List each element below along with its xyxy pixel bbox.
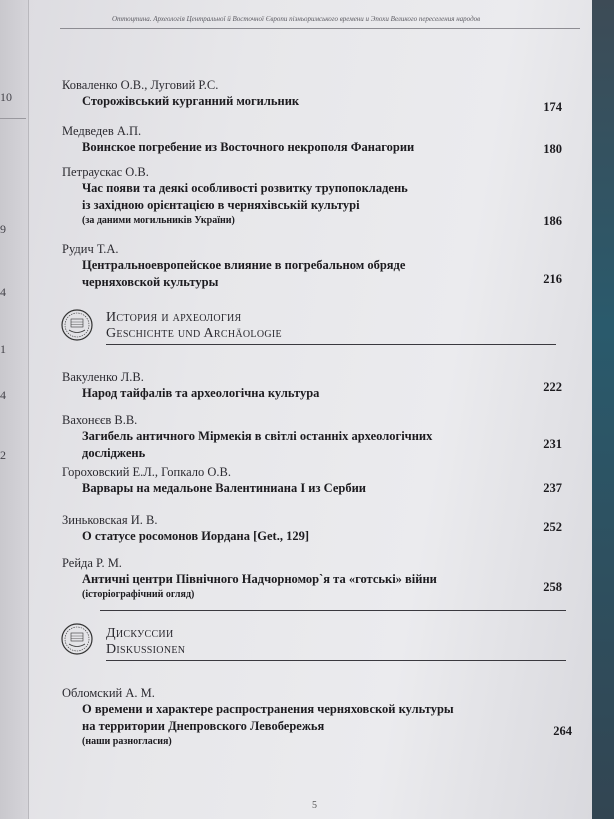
entry-title: Час появи та деякі особливості розвитку трупопокладень [82, 181, 408, 195]
entry-title-line: досліджень [82, 446, 146, 460]
entry-page: 258 [543, 580, 562, 594]
toc-entry [62, 78, 572, 114]
entry-author: Вакуленко Л.В. [62, 370, 144, 384]
section-heading-discussion [60, 622, 560, 666]
entry-subtitle: (історіографічний огляд) [82, 589, 195, 600]
entry-page: 252 [543, 520, 562, 534]
section-rule [106, 344, 556, 345]
entry-title: Варвары на медальоне Валентиниана I из Сербии [82, 481, 366, 495]
entry-page: 186 [543, 214, 562, 228]
footer-mark: 5 [312, 800, 317, 811]
section-title-de: Diskussionen [106, 642, 186, 657]
entry-author: Вахонєєв В.В. [62, 413, 138, 427]
toc-entry [62, 165, 572, 228]
entry-title: Античні центри Північного Надчорномор`я та «готські» війни [82, 572, 437, 586]
entry-title-line: на территории Днепровского Левобережья [82, 719, 325, 733]
toc-entry [62, 556, 572, 602]
entry-author: Обломский А. М. [62, 686, 155, 700]
section-title-ru: История и археология [106, 310, 242, 325]
entry-page: 174 [543, 100, 562, 114]
running-header: Оттоцтина. Археологія Центральної й Восточної Європи пізньоримського времени и Эпохи Великого переселения народов [112, 15, 481, 23]
entry-title: Сторожівський курганний могильник [82, 94, 300, 108]
background-edge [592, 0, 614, 819]
entry-page: 264 [553, 724, 572, 738]
entry-page: 216 [543, 272, 562, 286]
entry-author: Гороховский Е.Л., Гопкало О.В. [62, 465, 231, 479]
toc-entry [62, 124, 572, 156]
margin-page-number: 9 [0, 222, 6, 236]
section-divider [100, 610, 566, 611]
entry-title: Загибель античного Мірмекія в світлі останніх археологічних [82, 429, 433, 443]
toc-entry [62, 465, 572, 497]
entry-title-line: черняховской культуры [82, 275, 219, 289]
entry-title-line: із західною орієнтацією в черняхівській культурі [82, 198, 360, 212]
entry-author: Зиньковская И. В. [62, 513, 158, 527]
entry-title: Воинское погребение из Восточного некрополя Фанагории [82, 140, 415, 154]
entry-author: Коваленко О.В., Луговий Р.С. [62, 78, 219, 92]
entry-page: 222 [543, 380, 562, 394]
society-seal-icon [60, 308, 94, 342]
toc-entry [62, 686, 572, 749]
entry-author: Медведев А.П. [62, 124, 142, 138]
entry-author: Петраускас О.В. [62, 165, 149, 179]
margin-page-number: 1 [0, 342, 6, 356]
entry-page: 180 [543, 142, 562, 156]
toc-entry [62, 513, 572, 545]
margin-rule [0, 118, 26, 119]
society-seal-icon [60, 622, 94, 656]
entry-title: О времени и характере распространения черняховской культуры [82, 702, 454, 716]
margin-page-number: 10 [0, 90, 12, 104]
previous-page-edge [0, 0, 29, 819]
section-rule [106, 660, 566, 661]
margin-page-number: 4 [0, 388, 6, 402]
section-title-de: Geschichte und Archäologie [106, 326, 282, 341]
entry-page: 231 [543, 437, 562, 451]
margin-page-number: 2 [0, 448, 6, 462]
margin-page-number: 4 [0, 285, 6, 299]
toc-entry [62, 370, 572, 402]
toc-entry [62, 242, 572, 291]
section-title-ru: Дискуссии [106, 626, 174, 641]
header-rule [60, 28, 580, 29]
section-heading-history [60, 308, 560, 352]
entry-page: 237 [543, 481, 562, 495]
toc-entry [62, 413, 572, 462]
entry-subtitle: (за даними могильників України) [82, 215, 235, 226]
entry-author: Рейда Р. М. [62, 556, 122, 570]
entry-title: О статусе росомонов Иордана [Get., 129] [82, 529, 310, 543]
entry-subtitle: (наши разногласия) [82, 736, 172, 747]
entry-title: Народ тайфалів та археологічна культура [82, 386, 320, 400]
entry-title: Центральноевропейское влияние в погребальном обряде [82, 258, 406, 272]
entry-author: Рудич Т.А. [62, 242, 119, 256]
